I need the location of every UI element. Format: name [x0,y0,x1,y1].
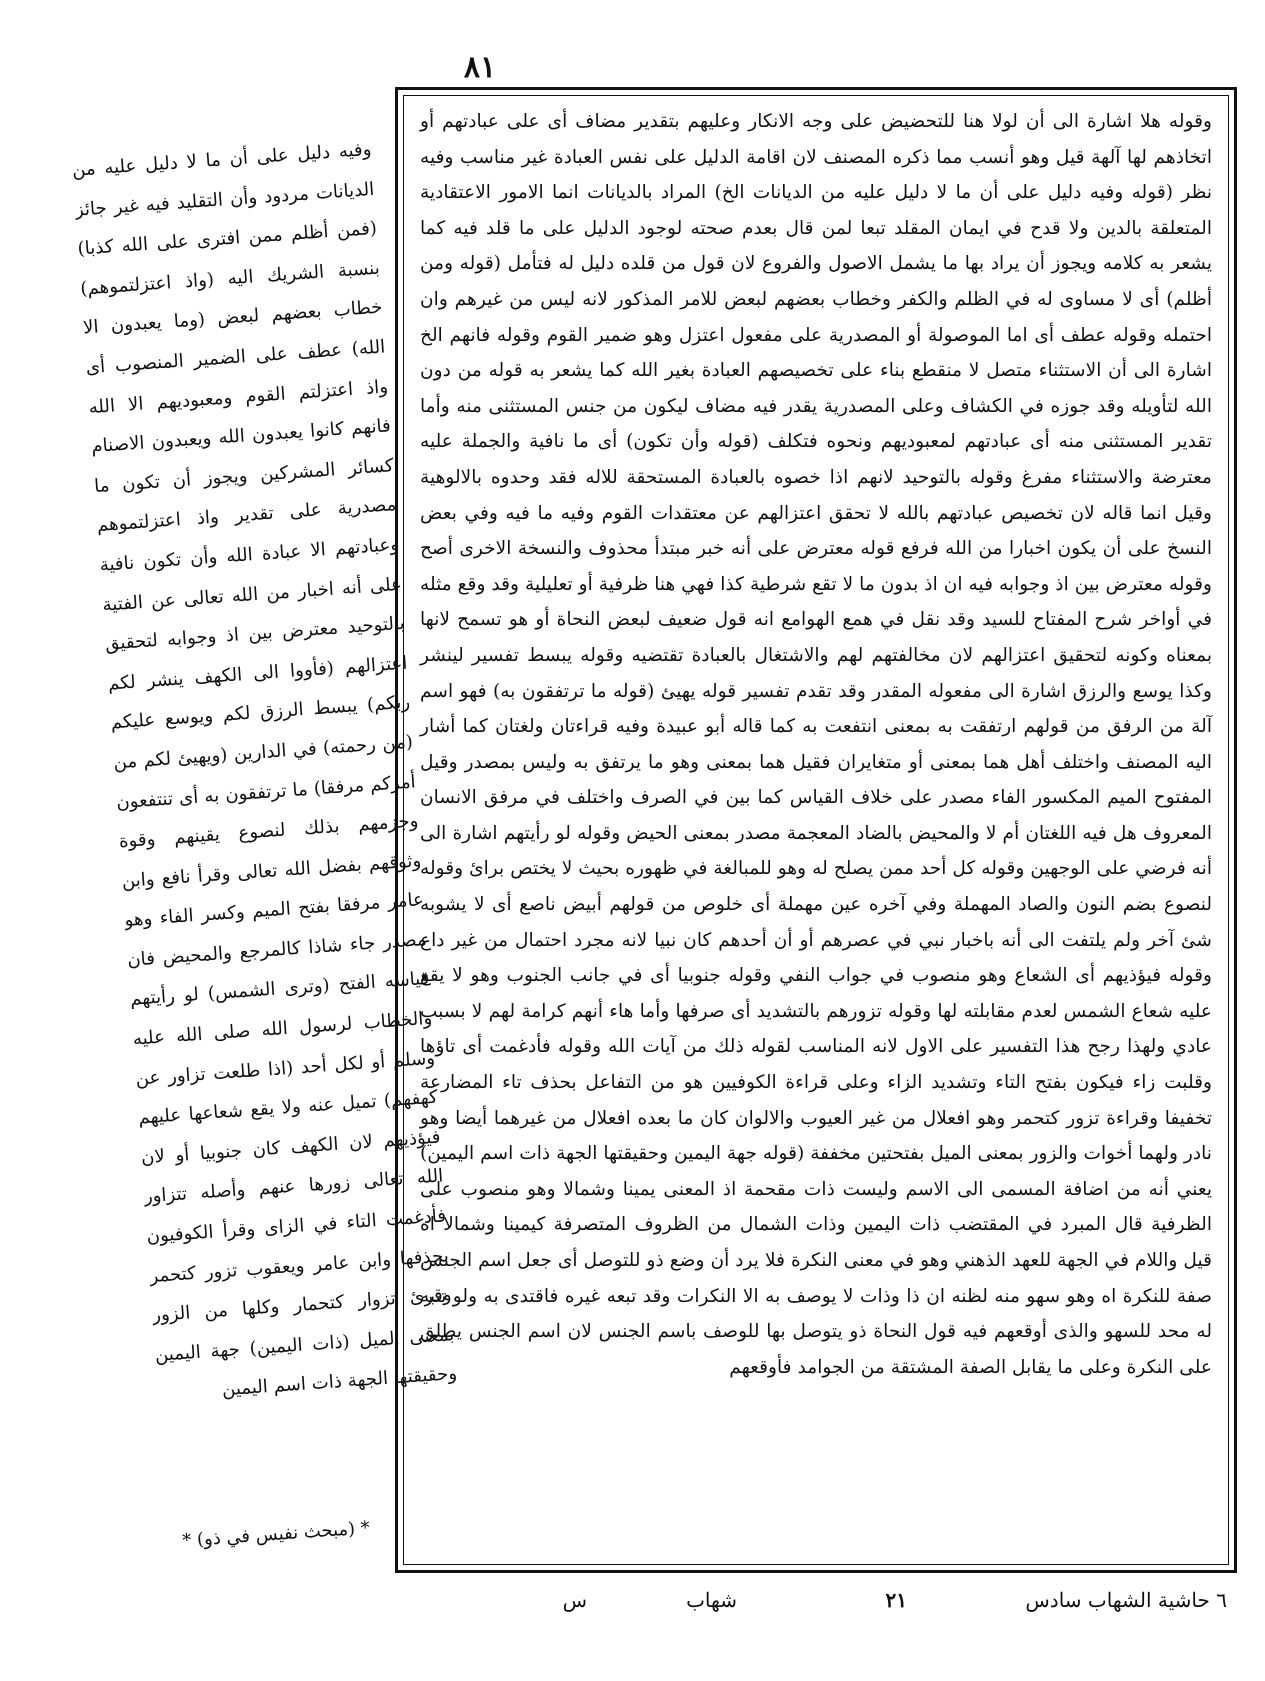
main-text-frame [395,87,1237,1573]
page-footer [395,1588,1237,1624]
main-body-text: وقوله هلا اشارة الى أن لولا هنا للتحضيض على وجه الانكار وعليهم بتقدير مضاف أى على عبادتهم أو اتخاذهم لها آلهة قيل وهو أنسب مما ذكره المصنف لان اقامة الدليل على نفس العبادة غير مناسب وفيه نظر (قوله وفيه دليل على أن ما لا دليل عليه من الديانات الخ) المراد بالديانات انما الامور الاعتقادية المتعلقة بالدين ولا قدح في ايمان المقلد تبعا لمن قال بعدم صحته لوجود الدليل على ما قلد فيه كما يشعر به كلامه ويجوز أن يراد بها ما يشمل الاصول والفروع لان قول من قلده دليل له فتأمل (قوله ومن أظلم) أى لا مساوى له في الظلم والكفر وخطاب بعضهم لبعض للامر المذكور لانه ليس من غيرهم وان احتمله وقوله عطف أى اما الموصولة أو المصدرية على مفعول اعتزل وهو ضمير القوم وقوله فانهم الخ اشارة الى أن الاستثناء متصل لا منقطع بناء على تخصيصهم العبادة بغير الله كما يشعر به قوله من دون الله لتأويله وقد جوزه في الكشاف وعلى المصدرية يقدر فيه مضاف ليكون من جنس المستثنى منه وأما تقدير المستثنى منه أى عبادتهم لمعبوديهم ونحوه فتكلف (قوله وأن تكون) أى ما نافية والجملة عليه معترضة والاستثناء مفرغ وقوله بالتوحيد لانهم اذا خصوه بالعبادة المستحقة للاله فقد وحدوه بالالوهية وقيل انما قاله لان تخصيص عبادتهم بالله لا تحقق اعتزالهم عن معتقدات القوم وفيه ما فيه وفي بعض النسخ على أن يكون اخبارا من الله فرفع قوله معترض على أنه خبر مبتدأ محذوف والنسخة الاخرى أصح وقوله معترض بين اذ وجوابه فيه ان اذ بدون ما لا تقع شرطية كذا فهي هنا ظرفية أو تعليلية وقد وقع مثله في أواخر شرح المفتاح للسيد وقد نقل في همع الهوامع انه قول ضعيف لبعض النحاة أو هو تسمح لانها بمعناه وكونه لتحقيق اعتزالهم لان مخالفتهم لهم والاشتغال بالعبادة تقتضيه وقوله يبسط تفسير لينشر وكذا يوسع والرزق اشارة الى مفعوله المقدر وقد تقدم تفسير قوله يهيئ (قوله ما ترتفقون به) فهو اسم آلة من الرفق من قولهم ارتفقت به بمعنى انتفعت به كما قاله أبو عبيدة وفيه قراءتان ولغتان كما أشار اليه المصنف واختلف أهل هما بمعنى أو متغايران فقيل هما بمعنى وهو ما يرتفق به وليس بمصدر وقيل المفتوح الميم المكسور الفاء مصدر على خلاف القياس كما بين في الصرف واختلف في مرفق الانسان المعروف هل فيه اللغتان أم لا والمحيض بالضاد المعجمة مصدر بمعنى الحيض وقوله لو رأيتهم اشارة الى أنه فرضي على الوجهين وقوله كل أحد ممن يصلح له وهو للمبالغة في ظهوره بحيث لا يختص برائ وقوله لنصوع بضم النون والصاد المهملة وفي آخره عين مهملة أى خلوص من قولهم أبيض ناصع أى لا يشوبه شئ آخر ولم يلتفت الى أنه باخبار نبي في عصرهم أو أن أحدهم كان نبيا لانه مجرد احتمال من غير داع وقوله فيؤذيهم أى الشعاع وهو منصوب في جواب النفي وقوله جنوبيا أى في جانب الجنوب وهو لا يقع عليه شعاع الشمس لعدم مقابلته لها وقوله تزورهم بالتشديد أى صرفها وأما هاء أنهم كرامة لهم لا بسبب عادي ولهذا رجح هذا التفسير على الاول لانه المناسب لقوله ذلك من آيات الله وقوله فأدغمت أى تاؤها وقلبت زاء فيكون بفتح التاء وتشديد الزاء وعلى قراءة الكوفيين هو من التفاعل بحذف تاء المضارعة تخفيفا وقراءة تزور كتحمر وهو افعلال من غير العيوب والالوان كان ما بعده افعلال من غيرهما أيضا وهو نادر ولهما أخوات والزور بمعنى الميل بفتحتين مخففة (قوله جهة اليمين وحقيقتها الجهة ذات اسم اليمين) يعني أنه من اضافة المسمى الى الاسم وليست ذات مقحمة اذ المعنى يمينا وشمالا وهو منصوب على الظرفية قال المبرد في المقتضب ذات اليمين وذات الشمال من الظروف المتصرفة كيمينا وشمالا اه قيل واللام في الجهة للعهد الذهني وهو في معنى النكرة فلا يرد أن وضع ذو للتوصل أى جعل اسم الجنس صفة للنكرة اه وهو سهو منه لظنه ان ذا وذات لا يوصف به الا النكرات وقد تبعه غيره فاقتدى به ولو تنبه له محد للسهو والذى أوقعهم فيه قول النحاة ذو يتوصل بها للوصف باسم الجنس لان اسم الجنس يطلق على النكرة وعلى ما يقابل الصفة المشتقة من الجوامد فأوقعهم [420,111,1212,1378]
footer-signature-letter: س [562,1588,587,1612]
main-text-inner-border [403,95,1229,1565]
footer-book-title: ٦ حاشية الشهاب سادس [1025,1588,1227,1612]
page-number: ٨١ [463,50,497,85]
footer-signature-word: شهاب [686,1588,737,1612]
footer-signature-number: ٢١ [885,1588,907,1612]
margin-commentary-text: وفيه دليل على أن ما لا دليل عليه من الديانات مردود وأن التقليد فيه غير جائز (فمن أظلم ممن افترى على الله كذبا) بنسبة الشريك اليه (واذ اعتزلتموهم) خطاب بعضهم لبعض (وما يعبدون الا الله) عطف على الضمير المنصوب أى واذ اعتزلتم القوم ومعبوديهم الا الله فانهم كانوا يعبدون الله ويعبدون الاصنام كسائر المشركين ويجوز أن تكون ما مصدرية على تقدير واذ اعتزلتموهم وعبادتهم الا عبادة الله وأن تكون نافية على أنه اخبار من الله تعالى عن الفتية بالتوحيد معترض بين اذ وجوابه لتحقيق اعتزالهم (فأووا الى الكهف ينشر لكم ربكم) يبسط الرزق لكم ويوسع عليكم (من رحمته) في الدارين (ويهيئ لكم من أمركم مرفقا) ما ترتفقون به أى تنتفعون وجزمهم بذلك لنصوع يقينهم وقوة وثوقهم بفضل الله تعالى وقرأ نافع وابن عامر مرفقا بفتح الميم وكسر الفاء وهو مصدر جاء شاذا كالمرجع والمحيض فان قياسه الفتح (وترى الشمس) لو رأيتهم والخطاب لرسول الله صلى الله عليه وسلم أو لكل أحد (اذا طلعت تزاور عن كهفهم) تميل عنه ولا يقع شعاعها عليهم فيؤذيهم لان الكهف كان جنوبيا أو لان الله تعالى زورها عنهم وأصله تتزاور فأدغمت التاء في الزاى وقرأ الكوفيون بحذفها وابن عامر ويعقوب تزور كتحمر وقرئ تزوار كتحمار وكلها من الزور بمعنى الميل (ذات اليمين) جهة اليمين وحقيقتها الجهة ذات اسم اليمين [71,138,458,1401]
margin-footnote: * (مبحث نفيس في ذو) * [181,1517,371,1552]
